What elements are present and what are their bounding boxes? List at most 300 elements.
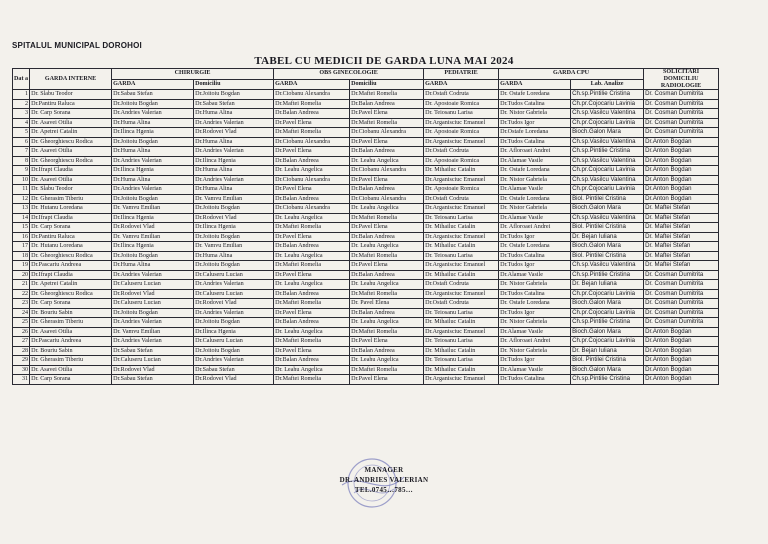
cell-obs-domiciliu: Dr.Balan Andreea	[350, 270, 424, 280]
table-row	[13, 365, 719, 375]
cell-chirurgie-domiciliu: Dr.Caluseru Lucian	[194, 289, 274, 299]
cell-pediatrie-garda: Dr. Teiosanu Larisa	[424, 308, 499, 318]
cell-pediatrie-garda: Dr.Ostafi Codruta	[424, 299, 499, 309]
cell-garda-interne: Dr. Gheorghiescu Rodica	[30, 156, 112, 166]
row-day: 3	[13, 109, 30, 119]
cell-solicitari-radiologie: Dr. Maftei Stefan	[644, 204, 719, 214]
cell-garda-interne: Dr. Bouriu Sabin	[30, 308, 112, 318]
cell-chirurgie-garda: Dr.Sabau Stefan	[112, 346, 194, 356]
cell-cpu-garda: Dr.Tudos Igor	[499, 232, 571, 242]
cell-lab-analize: Ch.sp.Pintilie Cristina	[571, 90, 644, 100]
cell-cpu-garda: Dr.Alamae Vasile	[499, 156, 571, 166]
cell-cpu-garda: Dr.Tudos Catalina	[499, 251, 571, 261]
hospital-name: SPITALUL MUNICIPAL DOROHOI	[12, 41, 142, 50]
cell-pediatrie-garda: Dr. Mihailuc Catalin	[424, 318, 499, 328]
cell-garda-interne: Dr. Carp Sorana	[30, 109, 112, 119]
header-garda-interne: GARDA INTERNE	[30, 69, 112, 90]
cell-lab-analize: Ch.sp.Vasilcu Valentina	[571, 175, 644, 185]
row-day: 5	[13, 128, 30, 138]
row-day: 7	[13, 147, 30, 157]
cell-chirurgie-garda: Dr.Joitoiu Bogdan	[112, 99, 194, 109]
table-row	[13, 156, 719, 166]
cell-lab-analize: Ch.pr.Cojocariu Lavinia	[571, 185, 644, 195]
table-row	[13, 118, 719, 128]
row-day: 26	[13, 327, 30, 337]
table-row	[13, 137, 719, 147]
cell-obs-domiciliu: Dr. Leahu Angelica	[350, 318, 424, 328]
cell-pediatrie-garda: Dr.Arganisciuc Emanuel	[424, 261, 499, 271]
cell-cpu-garda: Dr. Nistor Gabriela	[499, 204, 571, 214]
cell-cpu-garda: Dr. Ostafe Loredana	[499, 299, 571, 309]
cell-lab-analize: Ch.sp.Vasilcu Valentina	[571, 109, 644, 119]
cell-chirurgie-garda: Dr.Andries Valerian	[112, 337, 194, 347]
cell-obs-domiciliu: Dr.Maftei Romelia	[350, 213, 424, 223]
cell-cpu-garda: Dr.Alamae Vasile	[499, 270, 571, 280]
cell-cpu-garda: Dr.Tudos Catalina	[499, 375, 571, 385]
cell-garda-interne: Dr.Ifrapt Claudia	[30, 213, 112, 223]
cell-garda-interne: Dr. Slabu Teodor	[30, 90, 112, 100]
table-row	[13, 327, 719, 337]
cell-solicitari-radiologie: Dr. Cosman Dumitrita	[644, 270, 719, 280]
table-row	[13, 318, 719, 328]
cell-chirurgie-garda: Dr.Rodovei Vlad	[112, 365, 194, 375]
cell-chirurgie-garda: Dr.Andries Valerian	[112, 185, 194, 195]
cell-solicitari-radiologie: Dr. Maftei Stefan	[644, 213, 719, 223]
cell-chirurgie-domiciliu: Dr.Andries Valerian	[194, 147, 274, 157]
cell-pediatrie-garda: Dr. Mihailuc Catalin	[424, 365, 499, 375]
cell-lab-analize: Bioch.Galon Mara	[571, 327, 644, 337]
cell-chirurgie-garda: Dr.Caluseru Lucian	[112, 280, 194, 290]
cell-pediatrie-garda: Dr. Mihailuc Catalin	[424, 166, 499, 176]
cell-chirurgie-garda: Dr.Andries Valerian	[112, 318, 194, 328]
cell-garda-interne: Dr.Pascariu Andreea	[30, 337, 112, 347]
cell-cpu-garda: Dr. Afloroaei Andrei	[499, 337, 571, 347]
cell-chirurgie-garda: Dr.Ilinca Hgenia	[112, 128, 194, 138]
cell-garda-interne: Dr. Gheorghiescu Rodica	[30, 289, 112, 299]
cell-lab-analize: Ch.pr.Cojocariu Lavinia	[571, 289, 644, 299]
cell-pediatrie-garda: Dr. Mihailuc Catalin	[424, 346, 499, 356]
row-day: 29	[13, 356, 30, 366]
cell-solicitari-radiologie: Dr.Anton Bogdan	[644, 346, 719, 356]
cell-pediatrie-garda: Dr.Arganisciuc Emanuel	[424, 327, 499, 337]
cell-pediatrie-garda: Dr. Teiosanu Larisa	[424, 356, 499, 366]
cell-chirurgie-domiciliu: Dr.Joitoiu Bogdan	[194, 318, 274, 328]
table-row	[13, 175, 719, 185]
row-day: 22	[13, 289, 30, 299]
table-row	[13, 185, 719, 195]
cell-pediatrie-garda: Dr.Ostafi Codruta	[424, 280, 499, 290]
cell-obs-domiciliu: Dr. Pavel Elena	[350, 299, 424, 309]
cell-obs-domiciliu: Dr.Maftei Romelia	[350, 251, 424, 261]
cell-lab-analize: Ch.pr.Cojocariu Lavinia	[571, 166, 644, 176]
cell-garda-interne: Dr. Gherasim Tiberiu	[30, 318, 112, 328]
cell-obs-garda: Dr.Ciobanu Alexandra	[274, 175, 350, 185]
cell-lab-analize: Bioch.Galon Mara	[571, 128, 644, 138]
cell-chirurgie-domiciliu: Dr.Huma Alina	[194, 251, 274, 261]
cell-cpu-garda: Dr. Ostafe Loredana	[499, 166, 571, 176]
document-title: TABEL CU MEDICII DE GARDA LUNA MAI 2024	[254, 55, 514, 67]
cell-obs-domiciliu: Dr.Balan Andreea	[350, 346, 424, 356]
cell-cpu-garda: Dr.Tudos Igor	[499, 308, 571, 318]
subheader-lab-analize: Lab. Analize	[571, 79, 644, 90]
cell-garda-interne: Dr. Slabu Teodor	[30, 185, 112, 195]
cell-chirurgie-domiciliu: Dr.Sabau Stefan	[194, 365, 274, 375]
cell-chirurgie-domiciliu: Dr.Ilinca Hgenia	[194, 223, 274, 233]
cell-chirurgie-domiciliu: Dr.Joitoiu Bogdan	[194, 90, 274, 100]
cell-lab-analize: Ch.sp.Vasilcu Valentina	[571, 137, 644, 147]
header-solicitari: SOLICITARI DOMICILIU RADIOLOGIE	[644, 69, 719, 90]
table-row	[13, 99, 719, 109]
cell-garda-interne: Dr. Asavei Otilia	[30, 147, 112, 157]
cell-garda-interne: Dr. Apetrei Catalin	[30, 128, 112, 138]
row-day: 15	[13, 223, 30, 233]
cell-cpu-garda: Dr. Afloroaei Andrei	[499, 223, 571, 233]
cell-pediatrie-garda: Dr.Arganisciuc Emanuel	[424, 232, 499, 242]
row-day: 16	[13, 232, 30, 242]
table-row	[13, 280, 719, 290]
cell-lab-analize: Ch.pr.Cojocariu Lavinia	[571, 118, 644, 128]
cell-solicitari-radiologie: Dr.Anton Bogdan	[644, 375, 719, 385]
stamp-name: DR. ANDRIES VALERIAN	[339, 476, 429, 484]
cell-solicitari-radiologie: Dr.Anton Bogdan	[644, 137, 719, 147]
cell-garda-interne: Dr. Hutanu Loredana	[30, 204, 112, 214]
cell-garda-interne: Dr. Gheorghiescu Rodica	[30, 251, 112, 261]
cell-obs-domiciliu: Dr.Balan Andreea	[350, 185, 424, 195]
table-row	[13, 346, 719, 356]
cell-chirurgie-domiciliu: Dr.Huma Alina	[194, 166, 274, 176]
cell-obs-garda: Dr.Maftei Romelia	[274, 299, 350, 309]
cell-lab-analize: Ch.sp.Pintilie Cristina	[571, 375, 644, 385]
row-day: 10	[13, 175, 30, 185]
cell-chirurgie-garda: Dr.Huma Alina	[112, 175, 194, 185]
cell-pediatrie-garda: Dr.Arganisciuc Emanuel	[424, 204, 499, 214]
table-row	[13, 308, 719, 318]
subheader-chir-domiciliu: Domiciliu	[194, 79, 274, 90]
cell-chirurgie-domiciliu: Dr. Vamvu Emilian	[194, 194, 274, 204]
cell-obs-domiciliu: Dr.Pavel Elena	[350, 375, 424, 385]
cell-obs-domiciliu: Dr. Leahu Angelica	[350, 242, 424, 252]
cell-obs-garda: Dr.Ciobanu Alexandra	[274, 137, 350, 147]
cell-pediatrie-garda: Dr. Apostoaie Romica	[424, 156, 499, 166]
cell-cpu-garda: Dr. Ostafe Loredana	[499, 194, 571, 204]
cell-lab-analize: Ch.pr.Cojocariu Lavinia	[571, 337, 644, 347]
cell-chirurgie-garda: Dr.Andries Valerian	[112, 156, 194, 166]
cell-obs-domiciliu: Dr.Maftei Romelia	[350, 365, 424, 375]
cell-lab-analize: Dr. Bejan Iuliana	[571, 232, 644, 242]
cell-garda-interne: Dr. Carp Sorana	[30, 375, 112, 385]
cell-chirurgie-domiciliu: Dr.Sabau Stefan	[194, 99, 274, 109]
cell-garda-interne: Dr. Bouriu Sabin	[30, 346, 112, 356]
cell-obs-garda: Dr.Ciobanu Alexandra	[274, 90, 350, 100]
cell-chirurgie-garda: Dr.Huma Alina	[112, 118, 194, 128]
cell-lab-analize: Biol. Pintilei Cristina	[571, 356, 644, 366]
cell-obs-garda: Dr.Pavel Elena	[274, 147, 350, 157]
cell-solicitari-radiologie: Dr. Maftei Stefan	[644, 251, 719, 261]
row-day: 14	[13, 213, 30, 223]
cell-obs-garda: Dr.Balan Andreea	[274, 289, 350, 299]
cell-garda-interne: Dr. Asavei Otilia	[30, 327, 112, 337]
cell-lab-analize: Bioch.Galon Mara	[571, 242, 644, 252]
cell-obs-garda: Dr.Maftei Romelia	[274, 99, 350, 109]
table-row	[13, 242, 719, 252]
table-row	[13, 261, 719, 271]
cell-pediatrie-garda: Dr. Mihailuc Catalin	[424, 242, 499, 252]
cell-pediatrie-garda: Dr.Ostafi Codruta	[424, 194, 499, 204]
cell-lab-analize: Dr. Bejan Iuliana	[571, 346, 644, 356]
row-day: 25	[13, 318, 30, 328]
cell-obs-garda: Dr.Pavel Elena	[274, 118, 350, 128]
row-day: 13	[13, 204, 30, 214]
cell-chirurgie-domiciliu: Dr.Joitoiu Bogdan	[194, 232, 274, 242]
cell-lab-analize: Ch.pr.Cojocariu Lavinia	[571, 308, 644, 318]
row-day: 20	[13, 270, 30, 280]
cell-solicitari-radiologie: Dr. Cosman Dumitrita	[644, 308, 719, 318]
cell-chirurgie-domiciliu: Dr.Huma Alina	[194, 109, 274, 119]
cell-obs-garda: Dr.Pavel Elena	[274, 185, 350, 195]
row-day: 19	[13, 261, 30, 271]
table-row	[13, 147, 719, 157]
cell-chirurgie-garda: Dr.Joitoiu Bogdan	[112, 137, 194, 147]
cell-garda-interne: Dr. Gherasim Tiberiu	[30, 356, 112, 366]
cell-solicitari-radiologie: Dr.Anton Bogdan	[644, 194, 719, 204]
cell-obs-domiciliu: Dr. Leahu Angelica	[350, 356, 424, 366]
cell-solicitari-radiologie: Dr.Anton Bogdan	[644, 365, 719, 375]
cell-lab-analize: Ch.sp.Pintilie Cristina	[571, 147, 644, 157]
cell-obs-garda: Dr.Balan Andreea	[274, 194, 350, 204]
cell-solicitari-radiologie: Dr.Anton Bogdan	[644, 337, 719, 347]
cell-solicitari-radiologie: Dr. Maftei Stefan	[644, 242, 719, 252]
cell-obs-garda: Dr.Pavel Elena	[274, 308, 350, 318]
cell-pediatrie-garda: Dr. Teiosanu Larisa	[424, 251, 499, 261]
cell-obs-garda: Dr.Balan Andreea	[274, 109, 350, 119]
cell-chirurgie-domiciliu: Dr.Caluseru Lucian	[194, 270, 274, 280]
table-row	[13, 232, 719, 242]
cell-chirurgie-garda: Dr.Rodovei Vlad	[112, 289, 194, 299]
cell-obs-garda: Dr.Maftei Romelia	[274, 128, 350, 138]
cell-obs-garda: Dr.Pavel Elena	[274, 270, 350, 280]
cell-obs-garda: Dr.Balan Andreea	[274, 318, 350, 328]
cell-chirurgie-garda: Dr.Andries Valerian	[112, 270, 194, 280]
cell-solicitari-radiologie: Dr.Anton Bogdan	[644, 166, 719, 176]
row-day: 24	[13, 308, 30, 318]
cell-obs-domiciliu: Dr.Pavel Elena	[350, 109, 424, 119]
cell-chirurgie-garda: Dr.Sabau Stefan	[112, 90, 194, 100]
stamp-role: MANAGER	[364, 466, 404, 474]
stamp-phone: TEL.0745…785…	[354, 486, 414, 494]
cell-chirurgie-domiciliu: Dr.Rodovei Vlad	[194, 213, 274, 223]
cell-garda-interne: Dr. Carp Sorana	[30, 299, 112, 309]
cell-obs-domiciliu: Dr.Maftei Romelia	[350, 118, 424, 128]
table-row	[13, 128, 719, 138]
cell-chirurgie-garda: Dr.Ilinca Hgenia	[112, 166, 194, 176]
subheader-obs-domiciliu: Domiciliu	[350, 79, 424, 90]
cell-garda-interne: Dr. Gherasim Tiberiu	[30, 194, 112, 204]
cell-solicitari-radiologie: Dr. Cosman Dumitrita	[644, 99, 719, 109]
table-row	[13, 109, 719, 119]
cell-solicitari-radiologie: Dr. Cosman Dumitrita	[644, 109, 719, 119]
cell-obs-garda: Dr.Pavel Elena	[274, 232, 350, 242]
cell-obs-garda: Dr. Leahu Angelica	[274, 327, 350, 337]
cell-garda-interne: Dr. Asavei Otilia	[30, 118, 112, 128]
header-data: Dat a	[13, 69, 30, 90]
table-row	[13, 289, 719, 299]
cell-lab-analize: Dr. Bejan Iuliana	[571, 280, 644, 290]
cell-chirurgie-garda: Dr. Vamvu Emilian	[112, 204, 194, 214]
cell-obs-domiciliu: Dr.Maftei Romelia	[350, 90, 424, 100]
row-day: 31	[13, 375, 30, 385]
cell-obs-domiciliu: Dr. Leahu Angelica	[350, 204, 424, 214]
cell-obs-garda: Dr. Leahu Angelica	[274, 251, 350, 261]
cell-cpu-garda: Dr. Nistor Gabriela	[499, 346, 571, 356]
row-day: 28	[13, 346, 30, 356]
cell-lab-analize: Bioch.Galon Mara	[571, 204, 644, 214]
roster-table	[12, 68, 719, 385]
cell-pediatrie-garda: Dr. Apostoaie Romica	[424, 128, 499, 138]
cell-cpu-garda: Dr. Ostafe Loredana	[499, 90, 571, 100]
cell-obs-garda: Dr.Maftei Romelia	[274, 337, 350, 347]
cell-solicitari-radiologie: Dr.Anton Bogdan	[644, 356, 719, 366]
cell-obs-garda: Dr.Balan Andreea	[274, 156, 350, 166]
table-row	[13, 337, 719, 347]
cell-chirurgie-domiciliu: Dr.Andries Valerian	[194, 175, 274, 185]
cell-pediatrie-garda: Dr. Mihailuc Catalin	[424, 270, 499, 280]
cell-solicitari-radiologie: Dr.Anton Bogdan	[644, 175, 719, 185]
cell-chirurgie-garda: Dr.Caluseru Lucian	[112, 299, 194, 309]
row-day: 12	[13, 194, 30, 204]
cell-garda-interne: Dr. Carp Sorana	[30, 223, 112, 233]
cell-solicitari-radiologie: Dr. Cosman Dumitrita	[644, 118, 719, 128]
cell-cpu-garda: Dr.Alamae Vasile	[499, 327, 571, 337]
cell-obs-garda: Dr. Leahu Angelica	[274, 213, 350, 223]
cell-solicitari-radiologie: Dr. Cosman Dumitrita	[644, 280, 719, 290]
cell-chirurgie-garda: Dr. Vamvu Emilian	[112, 232, 194, 242]
cell-obs-garda: Dr.Maftei Romelia	[274, 375, 350, 385]
cell-solicitari-radiologie: Dr. Maftei Stefan	[644, 232, 719, 242]
table-row	[13, 166, 719, 176]
cell-chirurgie-domiciliu: Dr.Andries Valerian	[194, 356, 274, 366]
cell-cpu-garda: Dr.Alamae Vasile	[499, 365, 571, 375]
cell-cpu-garda: Dr.Tudos Catalina	[499, 99, 571, 109]
cell-obs-garda: Dr.Balan Andreea	[274, 242, 350, 252]
subheader-ped-garda: GARDA	[424, 79, 499, 90]
cell-obs-garda: Dr. Leahu Angelica	[274, 365, 350, 375]
cell-solicitari-radiologie: Dr. Cosman Dumitrita	[644, 318, 719, 328]
cell-solicitari-radiologie: Dr. Cosman Dumitrita	[644, 90, 719, 100]
cell-garda-interne: Dr. Asavei Otilia	[30, 175, 112, 185]
cell-chirurgie-garda: Dr. Vamvu Emilian	[112, 327, 194, 337]
cell-lab-analize: Ch.sp.Vasilcu Valentina	[571, 213, 644, 223]
cell-solicitari-radiologie: Dr. Maftei Stefan	[644, 223, 719, 233]
cell-obs-domiciliu: Dr.Maftei Romelia	[350, 327, 424, 337]
cell-chirurgie-garda: Dr.Caluseru Lucian	[112, 356, 194, 366]
cell-chirurgie-domiciliu: Dr.Joitoiu Bogdan	[194, 261, 274, 271]
table-row	[13, 356, 719, 366]
table-row	[13, 213, 719, 223]
subheader-obs-garda: GARDA	[274, 79, 350, 90]
cell-chirurgie-domiciliu: Dr.Joitoiu Bogdan	[194, 346, 274, 356]
cell-chirurgie-domiciliu: Dr.Ilinca Hgenia	[194, 156, 274, 166]
cell-cpu-garda: Dr.Tudos Igor	[499, 118, 571, 128]
cell-chirurgie-garda: Dr.Joitoiu Bogdan	[112, 194, 194, 204]
cell-pediatrie-garda: Dr. Teiosanu Larisa	[424, 337, 499, 347]
cell-pediatrie-garda: Dr.Arganisciuc Emanuel	[424, 118, 499, 128]
cell-solicitari-radiologie: Dr. Maftei Stefan	[644, 261, 719, 271]
cell-obs-garda: Dr. Leahu Angelica	[274, 280, 350, 290]
cell-chirurgie-domiciliu: Dr.Caluseru Lucian	[194, 337, 274, 347]
cell-chirurgie-garda: Dr.Ilinca Hgenia	[112, 213, 194, 223]
table-row	[13, 251, 719, 261]
cell-chirurgie-domiciliu: Dr.Rodovei Vlad	[194, 128, 274, 138]
cell-pediatrie-garda: Dr. Mihailuc Catalin	[424, 223, 499, 233]
cell-obs-garda: Dr.Pavel Elena	[274, 346, 350, 356]
table-row	[13, 299, 719, 309]
cell-chirurgie-domiciliu: Dr.Andries Valerian	[194, 280, 274, 290]
cell-cpu-garda: Dr.Alamae Vasile	[499, 213, 571, 223]
cell-garda-interne: Dr. Gheorghiescu Rodica	[30, 137, 112, 147]
cell-chirurgie-domiciliu: Dr. Vamvu Emilian	[194, 242, 274, 252]
cell-pediatrie-garda: Dr.Arganisciuc Emanuel	[424, 375, 499, 385]
cell-pediatrie-garda: Dr.Arganisciuc Emanuel	[424, 289, 499, 299]
cell-solicitari-radiologie: Dr. Cosman Dumitrita	[644, 128, 719, 138]
cell-obs-domiciliu: Dr.Balan Andreea	[350, 232, 424, 242]
cell-obs-domiciliu: Dr.Pavel Elena	[350, 137, 424, 147]
cell-solicitari-radiologie: Dr. Cosman Dumitrita	[644, 299, 719, 309]
cell-lab-analize: Biol. Pintilei Cristina	[571, 223, 644, 233]
cell-cpu-garda: Dr. Nistor Gabriela	[499, 280, 571, 290]
row-day: 17	[13, 242, 30, 252]
cell-chirurgie-domiciliu: Dr.Joitoiu Bogdan	[194, 204, 274, 214]
cell-lab-analize: Ch.sp.Pintilie Cristina	[571, 270, 644, 280]
row-day: 21	[13, 280, 30, 290]
cell-lab-analize: Ch.pr.Cojocariu Lavinia	[571, 99, 644, 109]
cell-chirurgie-domiciliu: Dr.Andries Valerian	[194, 308, 274, 318]
cell-pediatrie-garda: Dr.Arganisciuc Emanuel	[424, 137, 499, 147]
cell-obs-domiciliu: Dr.Maftei Romelia	[350, 289, 424, 299]
cell-cpu-garda: Dr.Alamae Vasile	[499, 185, 571, 195]
row-day: 18	[13, 251, 30, 261]
header-obs-ginecologie: OBS GINECOLOGIE	[274, 69, 424, 80]
cell-obs-domiciliu: Dr.Balan Andreea	[350, 308, 424, 318]
cell-chirurgie-garda: Dr.Sabau Stefan	[112, 375, 194, 385]
cell-cpu-garda: Dr. Nistor Gabriela	[499, 318, 571, 328]
cell-lab-analize: Bioch.Galon Mara	[571, 299, 644, 309]
cell-chirurgie-garda: Dr.Huma Alina	[112, 261, 194, 271]
cell-pediatrie-garda: Dr. Apostoaie Romica	[424, 99, 499, 109]
cell-solicitari-radiologie: Dr. Cosman Dumitrita	[644, 289, 719, 299]
cell-obs-domiciliu: Dr.Pavel Elena	[350, 223, 424, 233]
cell-chirurgie-domiciliu: Dr.Huma Alina	[194, 185, 274, 195]
cell-pediatrie-garda: Dr.Ostafi Codruta	[424, 90, 499, 100]
cell-obs-domiciliu: Dr.Pavel Elena	[350, 175, 424, 185]
table-row	[13, 270, 719, 280]
cell-obs-domiciliu: Dr.Balan Andreea	[350, 99, 424, 109]
roster-body	[13, 90, 719, 385]
cell-cpu-garda: Dr. Afloroaei Andrei	[499, 147, 571, 157]
cell-chirurgie-domiciliu: Dr.Andries Valerian	[194, 118, 274, 128]
cell-chirurgie-domiciliu: Dr.Rodovei Vlad	[194, 375, 274, 385]
table-row	[13, 375, 719, 385]
row-day: 27	[13, 337, 30, 347]
cell-obs-domiciliu: Dr. Leahu Angelica	[350, 280, 424, 290]
subheader-cpu-garda: GARDA	[499, 79, 571, 90]
subheader-chir-garda: GARDA	[112, 79, 194, 90]
row-day: 6	[13, 137, 30, 147]
cell-chirurgie-garda: Dr.Joitoiu Bogdan	[112, 308, 194, 318]
cell-pediatrie-garda: Dr. Apostoaie Romica	[424, 185, 499, 195]
row-day: 4	[13, 118, 30, 128]
cell-obs-domiciliu: Dr.Pavel Elena	[350, 261, 424, 271]
cell-solicitari-radiologie: Dr.Anton Bogdan	[644, 327, 719, 337]
